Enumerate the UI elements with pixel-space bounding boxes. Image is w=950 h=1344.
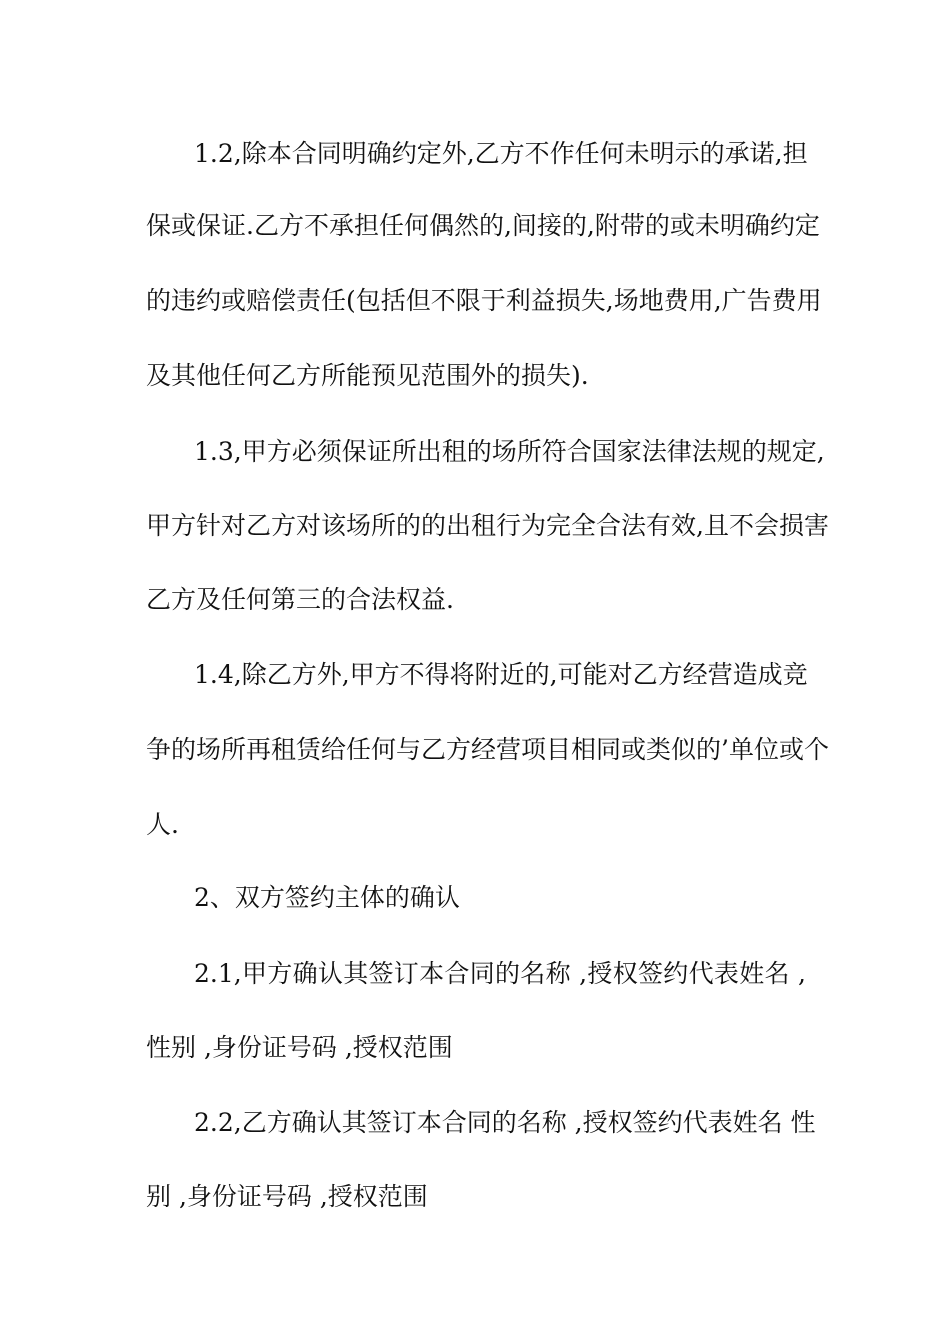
section-2-heading: 2、双方签约主体的确认 <box>194 883 460 912</box>
clause-2-1-line-1: 2.1,甲方确认其签订本合同的名称 ,授权签约代表姓名 , <box>194 959 806 988</box>
clause-1-4-line-2: 争的场所再租赁给任何与乙方经营项目相同或类似的’单位或个 <box>146 735 829 764</box>
clause-1-2-line-3: 的违约或赔偿责任(包括但不限于利益损失,场地费用,广告费用 <box>146 286 822 315</box>
clause-1-3-line-2: 甲方针对乙方对该场所的的出租行为完全合法有效,且不会损害 <box>146 511 829 540</box>
clause-2-2-line-2: 别 ,身份证号码 ,授权范围 <box>146 1182 428 1211</box>
clause-2-1-line-2: 性别 ,身份证号码 ,授权范围 <box>146 1033 453 1062</box>
clause-1-3-line-3: 乙方及任何第三的合法权益. <box>146 585 454 614</box>
clause-2-2-line-1: 2.2,乙方确认其签订本合同的名称 ,授权签约代表姓名 性 <box>194 1108 816 1137</box>
clause-1-3-line-1: 1.3,甲方必须保证所出租的场所符合国家法律法规的规定, <box>194 437 825 466</box>
clause-1-4-line-3: 人. <box>146 810 179 839</box>
clause-1-2-line-2: 保或保证.乙方不承担任何偶然的,间接的,附带的或未明确约定 <box>146 211 820 240</box>
clause-1-2-line-4: 及其他任何乙方所能预见范围外的损失). <box>146 361 589 390</box>
clause-1-2-line-1: 1.2,除本合同明确约定外,乙方不作任何未明示的承诺,担 <box>194 139 808 168</box>
clause-1-4-line-1: 1.4,除乙方外,甲方不得将附近的,可能对乙方经营造成竞 <box>194 660 808 689</box>
